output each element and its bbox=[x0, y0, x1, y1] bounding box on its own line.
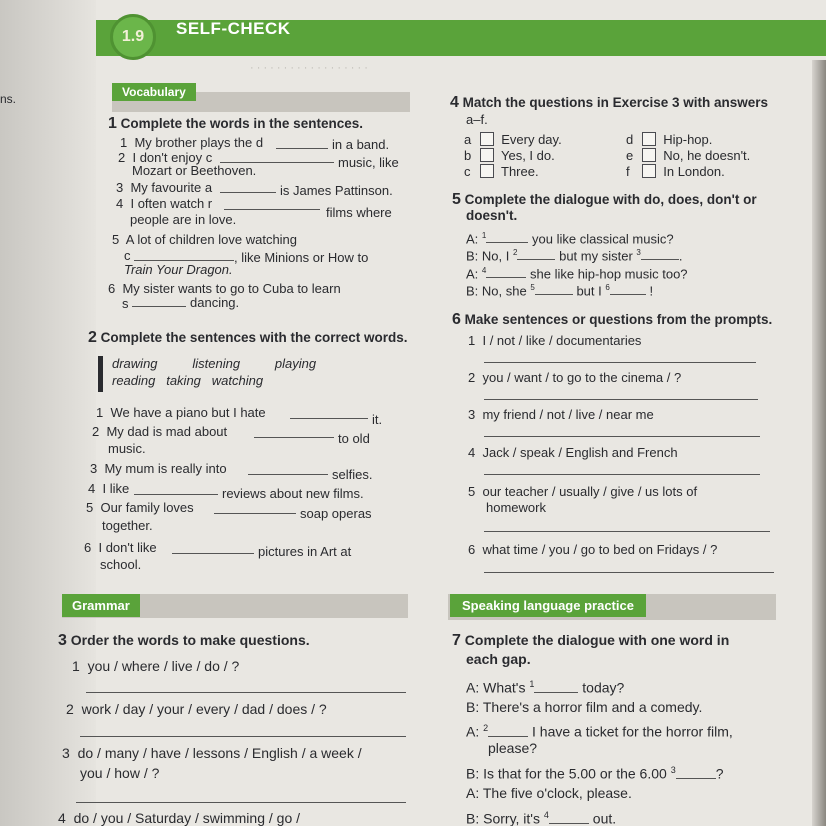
ex1-item-4-cont: people are in love. bbox=[130, 212, 237, 227]
vocabulary-label: Vocabulary bbox=[112, 83, 196, 101]
answer-line[interactable] bbox=[134, 494, 218, 495]
ex4-option-e: e No, he doesn't. bbox=[626, 148, 751, 163]
ex2-item-1-end: it. bbox=[372, 412, 383, 427]
ex5-line-4: B: No, she $^5$ but I $^6$ ! bbox=[466, 283, 654, 299]
checkbox[interactable] bbox=[642, 132, 656, 146]
ex6-item-6: 6 what time / you / go to bed on Fridays / ? bbox=[468, 542, 718, 557]
checkbox[interactable] bbox=[480, 132, 494, 146]
ex2-item-2-end: to old bbox=[338, 431, 370, 446]
ex3-item-3: 3 do / many / have / lessons / English / a week / bbox=[62, 745, 362, 761]
answer-line[interactable] bbox=[290, 418, 368, 419]
checkbox[interactable] bbox=[480, 164, 494, 178]
answer-line[interactable] bbox=[80, 736, 406, 737]
ex6-item-5-cont: homework bbox=[486, 500, 546, 515]
ex1-item-6-end: dancing. bbox=[190, 295, 240, 310]
word-bank-row-2: reading taking watching bbox=[112, 373, 264, 388]
page-edge bbox=[812, 60, 826, 826]
answer-line[interactable] bbox=[214, 513, 296, 514]
exercise-2-title: 2 Complete the sentences with the correct words. bbox=[88, 329, 408, 346]
ex5-line-2: B: No, I $^2$ but my sister $^3$ . bbox=[466, 248, 683, 264]
answer-line[interactable] bbox=[86, 692, 406, 693]
ex6-item-2: 2 you / want / to go to the cinema / ? bbox=[468, 370, 682, 385]
ex4-option-d: d Hip-hop. bbox=[626, 132, 713, 147]
ex5-line-3: A: $^4$ she like hip-hop music too? bbox=[466, 266, 688, 282]
page-title: SELF-CHECK bbox=[176, 19, 291, 38]
ex7-line-3-cont: please? bbox=[488, 740, 538, 756]
answer-line[interactable] bbox=[254, 437, 334, 438]
answer-line[interactable] bbox=[484, 399, 758, 400]
answer-line[interactable] bbox=[484, 436, 760, 437]
ex2-item-5-cont: together. bbox=[102, 518, 153, 533]
ex1-item-6: 6 My sister wants to go to Cuba to learn bbox=[108, 281, 341, 296]
ex2-item-4-end: reviews about new films. bbox=[222, 486, 364, 501]
answer-line[interactable] bbox=[172, 553, 254, 554]
ex6-item-4: 4 Jack / speak / English and French bbox=[468, 445, 678, 460]
bleed-through-text: · · · · · · · · · · · · · · · · · · bbox=[250, 62, 368, 74]
answer-line[interactable] bbox=[484, 362, 756, 363]
margin-text: ns. bbox=[0, 92, 17, 106]
ex6-item-5: 5 our teacher / usually / give / us lots of bbox=[468, 484, 698, 499]
word-bank-row-1: drawing listening playing bbox=[112, 356, 317, 371]
ex1-item-1: 1 My brother plays the d bbox=[120, 135, 264, 150]
exercise-4-title: 4 Match the questions in Exercise 3 with answers bbox=[450, 94, 769, 111]
ex7-line-5: A: The five o'clock, please. bbox=[466, 785, 632, 801]
ex2-item-2: 2 My dad is mad about bbox=[92, 424, 228, 439]
ex2-item-2-cont: music. bbox=[108, 441, 146, 456]
word-box-marker bbox=[98, 356, 103, 392]
ex2-item-6-end: pictures in Art at bbox=[258, 544, 352, 559]
ex2-item-5-end: soap operas bbox=[300, 506, 372, 521]
ex6-item-1: 1 I / not / like / documentaries bbox=[468, 333, 642, 348]
ex1-item-3-end: is James Pattinson. bbox=[280, 183, 393, 198]
unit-badge: 1.9 bbox=[110, 14, 156, 60]
ex3-item-4: 4 do / you / Saturday / swimming / go / bbox=[58, 810, 301, 826]
ex2-item-6-cont: school. bbox=[100, 557, 142, 572]
ex1-item-5-cont: , like Minions or How to bbox=[234, 250, 369, 265]
ex4-option-b: b Yes, I do. bbox=[464, 148, 555, 163]
exercise-7-title: 7 Complete the dialogue with one word in bbox=[452, 632, 730, 649]
ex6-item-3: 3 my friend / not / live / near me bbox=[468, 407, 654, 422]
ex1-item-1-end: in a band. bbox=[332, 137, 390, 152]
answer-line[interactable] bbox=[134, 260, 234, 261]
answer-line[interactable] bbox=[484, 531, 770, 532]
ex1-item-5-title: Train Your Dragon. bbox=[124, 262, 233, 277]
exercise-5-title-cont: doesn't. bbox=[466, 208, 518, 223]
ex2-item-1: 1 We have a piano but I hate bbox=[96, 405, 266, 420]
ex1-item-2: 2 I don't enjoy c bbox=[118, 150, 213, 165]
exercise-6-title: 6 Make sentences or questions from the prompts. bbox=[452, 311, 773, 328]
ex2-item-3: 3 My mum is really into bbox=[90, 461, 227, 476]
answer-line[interactable] bbox=[484, 474, 760, 475]
checkbox[interactable] bbox=[642, 164, 656, 178]
ex3-item-1: 1 you / where / live / do / ? bbox=[72, 658, 240, 674]
ex7-line-4: B: Is that for the 5.00 or the 6.00 $^3$ ? bbox=[466, 765, 724, 782]
ex1-item-2-end: music, like bbox=[338, 155, 399, 170]
answer-line[interactable] bbox=[248, 474, 328, 475]
ex1-item-4-end: films where bbox=[326, 205, 392, 220]
answer-line[interactable] bbox=[76, 802, 406, 803]
ex7-line-6: B: Sorry, it's $^4$ out. bbox=[466, 810, 617, 826]
ex4-option-c: c Three. bbox=[464, 164, 539, 179]
exercise-4-title-cont: a–f. bbox=[466, 112, 488, 127]
ex2-item-5: 5 Our family loves bbox=[86, 500, 194, 515]
answer-line[interactable] bbox=[276, 148, 328, 149]
ex1-item-5: 5 A lot of children love watching bbox=[112, 232, 298, 247]
ex1-item-4: 4 I often watch r bbox=[116, 196, 213, 211]
ex7-line-1: A: What's $^1$ today? bbox=[466, 679, 625, 696]
exercise-number: 1 bbox=[108, 115, 117, 132]
ex2-item-3-end: selfies. bbox=[332, 467, 373, 482]
ex4-option-f: f In London. bbox=[626, 164, 725, 179]
ex1-item-5-letter: c bbox=[124, 248, 131, 263]
checkbox[interactable] bbox=[642, 148, 656, 162]
ex3-item-3-cont: you / how / ? bbox=[80, 765, 160, 781]
ex5-line-1: A: $^1$ you like classical music? bbox=[466, 231, 674, 247]
answer-line[interactable] bbox=[484, 572, 774, 573]
speaking-label: Speaking language practice bbox=[450, 594, 646, 617]
ex1-item-3: 3 My favourite a bbox=[116, 180, 213, 195]
exercise-5-title: 5 Complete the dialogue with do, does, don't or bbox=[452, 191, 757, 208]
ex2-item-4: 4 I like bbox=[88, 481, 130, 496]
answer-line[interactable] bbox=[132, 306, 186, 307]
ex2-item-6: 6 I don't like bbox=[84, 540, 157, 555]
exercise-1-title: 1 Complete the words in the sentences. bbox=[108, 115, 363, 132]
grammar-label: Grammar bbox=[62, 594, 140, 617]
answer-line[interactable] bbox=[224, 209, 320, 210]
ex4-option-a: a Every day. bbox=[464, 132, 562, 147]
ex7-line-2: B: There's a horror film and a comedy. bbox=[466, 699, 703, 715]
exercise-3-title: 3 Order the words to make questions. bbox=[58, 632, 310, 649]
answer-line[interactable] bbox=[220, 192, 276, 193]
ex1-item-6-letter: s bbox=[122, 296, 129, 311]
ex7-line-3: A: $^2$ I have a ticket for the horror film, bbox=[466, 723, 733, 740]
ex3-item-2: 2 work / day / your / every / dad / does / ? bbox=[66, 701, 327, 717]
checkbox[interactable] bbox=[480, 148, 494, 162]
ex1-item-2-cont: Mozart or Beethoven. bbox=[132, 163, 257, 178]
exercise-7-title-cont: each gap. bbox=[466, 651, 531, 667]
